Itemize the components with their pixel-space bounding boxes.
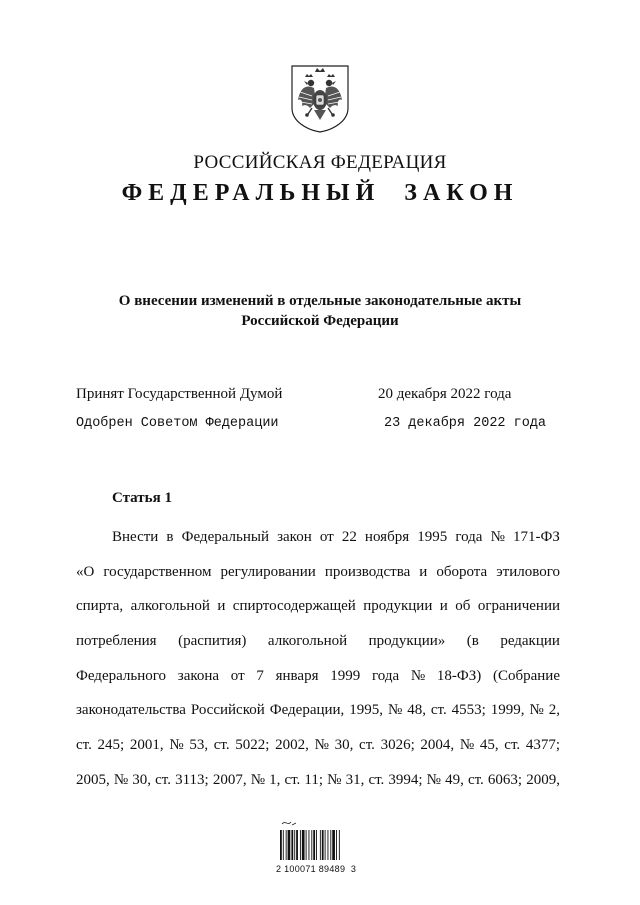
article-word: ст.	[368, 771, 385, 788]
law-title-line: Российской Федерации	[241, 313, 399, 329]
article-word: закон	[277, 529, 312, 545]
article-word: №	[314, 737, 329, 754]
article-word: №	[410, 667, 426, 684]
law-title	[60, 291, 580, 331]
article-word: Федеральный	[181, 529, 269, 545]
barcode-bar	[302, 830, 305, 860]
article-word: ст.	[467, 771, 484, 788]
article-word: ст.	[430, 702, 447, 719]
article-word: продукции»	[368, 633, 446, 650]
article-word: 1999	[330, 667, 361, 684]
article-word: и	[419, 563, 428, 580]
article-word: в	[166, 529, 174, 545]
article-word: «О	[76, 563, 95, 580]
barcode-bar	[313, 830, 315, 860]
barcode-bar	[316, 830, 317, 860]
article-word: №	[459, 737, 475, 754]
article-body	[76, 520, 560, 798]
article-word: №	[113, 771, 129, 788]
article-word: 45,	[479, 737, 499, 754]
article-word: производства	[324, 563, 411, 580]
barcode-number: 2 100071 89489 3	[276, 864, 357, 874]
barcode-bar	[336, 830, 337, 860]
article-word: спиртосодержащей	[232, 598, 356, 615]
adoption-date: 20 декабря 2022 года	[378, 386, 512, 402]
article-word: ст.	[155, 771, 171, 788]
article-word: 53,	[189, 737, 209, 754]
barcode-bar	[296, 830, 298, 860]
article-word: 49,	[445, 771, 464, 788]
article-word: №	[250, 771, 265, 788]
article-text-line	[76, 763, 560, 798]
article-word: регулировании	[220, 563, 316, 580]
barcode-bar	[311, 830, 312, 860]
article-word: 2009,	[526, 771, 560, 788]
article-word: 2005,	[76, 771, 110, 788]
article-word: редакции	[500, 633, 560, 650]
adoption-label: Принят Государственной Думой	[76, 386, 283, 402]
article-word: Федерации,	[269, 702, 345, 719]
article-text-line	[76, 659, 560, 694]
country-heading: РОССИЙСКАЯ ФЕДЕРАЦИЯ	[193, 152, 447, 173]
barcode-bar	[328, 830, 329, 860]
article-word: от	[230, 667, 245, 684]
article-word: от	[319, 529, 334, 545]
article-word: Российской	[190, 702, 265, 719]
article-word: потребления	[76, 633, 157, 650]
article-heading: Статья 1	[112, 490, 172, 506]
article-word: ст.	[504, 737, 521, 754]
article-word: законодательства	[76, 702, 186, 719]
article-word: 2,	[548, 702, 560, 719]
article-word: (распития)	[178, 633, 247, 650]
barcode	[276, 820, 370, 882]
article-word: 1,	[269, 771, 281, 788]
barcode-bar	[320, 830, 321, 860]
article-text-line	[76, 693, 560, 728]
article-word: государственном	[103, 563, 212, 580]
article-word: ноября	[364, 529, 410, 545]
article-word: 245;	[97, 737, 125, 754]
barcode-bar	[283, 830, 284, 860]
article-word: ст.	[359, 737, 375, 754]
barcode-bar	[300, 830, 301, 860]
article-word: спирта,	[76, 598, 124, 615]
article-text-line	[76, 555, 560, 590]
article-word: №	[490, 529, 505, 545]
article-word: года	[371, 667, 400, 684]
article-word: 2007,	[212, 771, 247, 788]
article-word: 3026;	[380, 737, 415, 754]
article-word: Федерального	[76, 667, 167, 684]
article-word: №	[426, 771, 441, 788]
article-word: года	[455, 529, 483, 545]
article-word: алкогольной	[267, 633, 348, 650]
barcode-bar	[306, 830, 307, 860]
article-word: оборота	[436, 563, 488, 580]
barcode-bar	[291, 830, 293, 860]
article-word: ограничении	[477, 598, 560, 615]
barcode-bar	[294, 830, 295, 860]
article-word: 3113;	[175, 771, 209, 788]
article-word: 1995	[417, 529, 448, 545]
barcode-bar	[330, 830, 331, 860]
barcode-bar	[322, 830, 324, 860]
article-word: продукции	[363, 598, 433, 615]
article-word: №	[169, 737, 184, 754]
article-word: 7	[256, 667, 264, 684]
barcode-bar	[339, 830, 340, 860]
coat-of-arms-emblem	[288, 62, 352, 134]
article-word: 2004,	[420, 737, 455, 754]
article-word: 6063;	[487, 771, 523, 788]
article-word: алкогольной	[130, 598, 210, 615]
article-word: 31,	[345, 771, 365, 788]
article-text-line	[76, 589, 560, 624]
article-word: 18-ФЗ)	[436, 667, 482, 684]
law-title-line: О внесении изменений в отдельные законодательные акты	[118, 293, 522, 309]
article-word: 171-ФЗ	[513, 529, 560, 545]
article-word: 22	[341, 529, 357, 545]
article-word: 30,	[334, 737, 354, 754]
article-word: ст.	[284, 771, 301, 788]
article-word: 2002,	[275, 737, 309, 754]
article-word: этилового	[496, 563, 560, 580]
document-type-heading: ФЕДЕРАЛЬНЫЙ ЗАКОН	[121, 180, 519, 206]
approval-date: 23 декабря 2022 года	[384, 416, 547, 431]
approval-label: Одобрен Советом Федерации	[76, 416, 279, 431]
article-word: и	[439, 598, 448, 615]
article-word: ст.	[76, 737, 92, 754]
article-word: №	[387, 702, 403, 719]
article-word: 48,	[407, 702, 426, 719]
article-word: 4553;	[451, 702, 486, 719]
barcode-bar	[280, 830, 282, 860]
article-word: закона	[177, 667, 220, 684]
article-text-line	[76, 728, 560, 763]
article-word: №	[327, 771, 342, 788]
barcode-bars	[276, 820, 370, 862]
article-word: 11;	[304, 771, 324, 788]
barcode-bar	[286, 830, 287, 860]
barcode-bar	[325, 830, 326, 860]
barcode-bar	[288, 830, 291, 860]
article-text-line	[76, 520, 560, 555]
article-word: 1999,	[490, 702, 525, 719]
barcode-bar	[309, 830, 310, 860]
article-word: (Собрание	[492, 667, 560, 684]
barcode-bar	[332, 830, 335, 860]
article-word: об	[455, 598, 471, 615]
article-word: января	[275, 667, 319, 684]
article-word: №	[529, 702, 544, 719]
article-word: ст.	[213, 737, 230, 754]
article-word: 2001,	[129, 737, 164, 754]
article-text-line	[76, 624, 560, 659]
article-word: и	[217, 598, 226, 615]
article-word: 1995,	[349, 702, 383, 719]
article-word: 5022;	[235, 737, 270, 754]
double-headed-eagle-icon	[288, 62, 352, 134]
article-word: 4377;	[525, 737, 560, 754]
article-word: 3994;	[388, 771, 423, 788]
article-word: (в	[466, 633, 479, 650]
article-word: 30,	[132, 771, 152, 788]
article-word: Внести	[112, 529, 159, 545]
